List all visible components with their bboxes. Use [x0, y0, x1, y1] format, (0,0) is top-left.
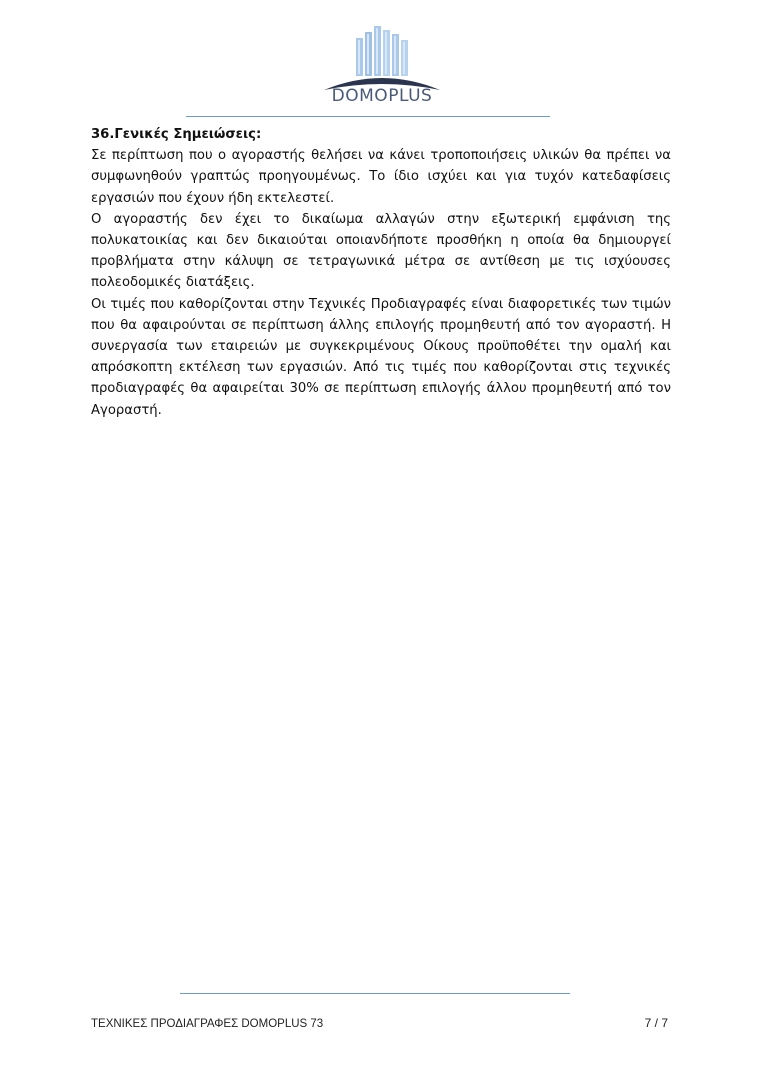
footer-document-title: ΤΕΧΝΙΚΕΣ ΠΡΟΔΙΑΓΡΑΦΕΣ DOMOPLUS 73: [91, 1018, 324, 1030]
document-body: [91, 124, 671, 421]
domoplus-logo: [318, 24, 446, 110]
section-heading: 36.Γενικές Σημειώσεις:: [91, 127, 262, 142]
page-number: 7 / 7: [644, 1016, 668, 1030]
paragraph-modifications: Σε περίπτωση που ο αγοραστής θελήσει να κάνει τροποποιήσεις υλικών θα πρέπει να συμφωνηθούν γραπτώς προηγουμένως. Το ίδιο ισχύει και για τυχόν κατεδαφίσεις εργασιών που έχουν ήδη εκτελεστεί.: [91, 148, 671, 206]
logo-wordmark: DOMOPLUS: [331, 86, 433, 106]
footer-divider: [180, 993, 570, 994]
building-logo-icon: [318, 24, 446, 94]
header-divider: [186, 116, 550, 117]
paragraph-exterior-appearance: Ο αγοραστής δεν έχει το δικαίωμα αλλαγών στην εξωτερική εμφάνιση της πολυκατοικίας και δεν δικαιούται οποιανδήποτε προσθήκη η οποία θα δημιουργεί προβλήματα στην κάλυψη σε τετραγωνικά μέτρα σε αντίθεση με τις ισχύουσες πολεοδομικές διατάξεις.: [91, 211, 671, 291]
paragraph-prices: Οι τιμές που καθορίζονται στην Τεχνικές Προδιαγραφές είναι διαφορετικές των τιμών που θα αφαιρούνται σε περίπτωση άλλης επιλογής προμηθευτή από τον αγοραστή. Η συνεργασία των εταιρειών με συγκεκριμένους Οίκους προϋποθέτει την ομαλή και απρόσκοπτη εκτέλεση των εργασιών. Από τις τιμές που καθορίζονται στις τεχνικές προδιαγραφές θα αφαιρείται 30% σε περίπτωση επιλογής άλλου προμηθευτή από τον Αγοραστή.: [91, 296, 671, 418]
